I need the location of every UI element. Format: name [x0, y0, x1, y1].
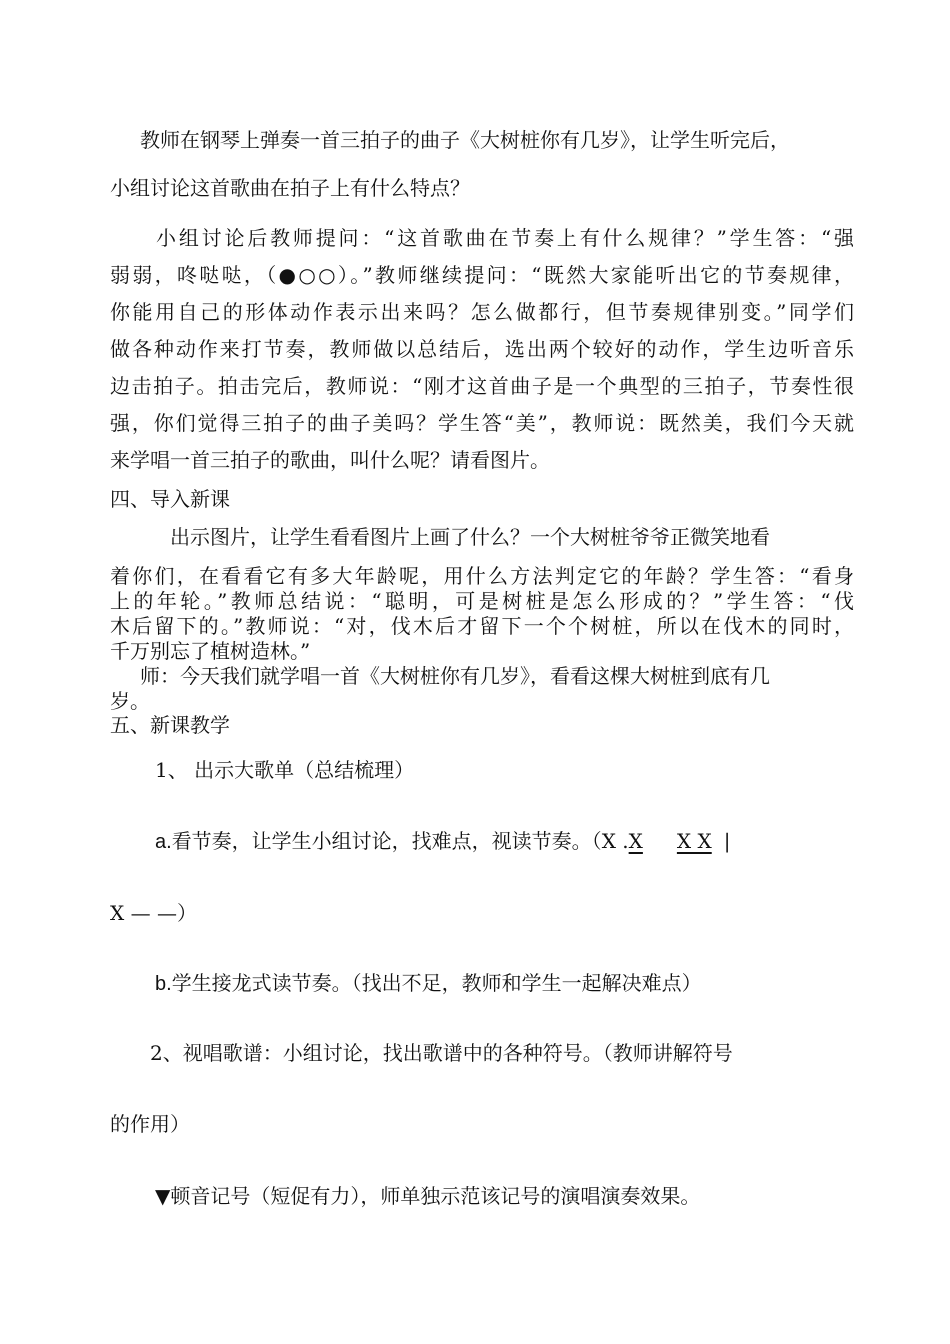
rhythm-note-underlined: X: [628, 829, 643, 853]
item-b-label: b.: [155, 973, 172, 995]
section-4-line: 师：今天我们就学唱一首《大树桩你有几岁》，看看这棵大树桩到底有几: [140, 664, 770, 688]
section-5-heading: 五、新课教学: [110, 713, 230, 737]
rhythm-continuation: X — —）: [110, 901, 197, 925]
rhythm-note: X .: [601, 829, 629, 853]
section-4-line: 木后留下的。”教师说：“对，伐木后才留下一个个树桩，所以在伐木的同时，: [110, 614, 854, 638]
rhythm-note-underlined: X X: [676, 829, 712, 853]
section-4-heading: 四、导入新课: [110, 487, 230, 511]
section-4-line: 着你们，在看看它有多大年龄呢，用什么方法判定它的年龄？学生答：“看身: [110, 564, 854, 588]
item-b-text: 学生接龙式读节奏。（找出不足，教师和学生一起解决难点）: [171, 971, 702, 995]
paragraph-2-line: 来学唱一首三拍子的歌曲，叫什么呢？请看图片。: [110, 448, 550, 472]
section-4-line: 上的年轮。”教师总结说：“聪明，可是树桩是怎么形成的？”学生答：“伐: [110, 589, 854, 613]
paragraph-1-line-2: 小组讨论这首歌曲在拍子上有什么特点？: [110, 176, 470, 200]
paragraph-2-line: 强，你们觉得三拍子的曲子美吗？学生答“美”，教师说：既然美，我们今天就: [110, 411, 854, 435]
section-4-line: 岁。: [110, 689, 150, 713]
item-a-label: a.: [155, 831, 172, 853]
paragraph-2-line: 你能用自己的形体动作表示出来吗？怎么做都行，但节奏规律别变。”同学们: [110, 300, 854, 324]
item-2-line-1: 2、视唱歌谱：小组讨论，找出歌谱中的各种符号。（教师讲解符号: [150, 1041, 733, 1065]
section-4-line: 千万别忘了植树造林。”: [110, 639, 311, 663]
section-4-line: 出示图片，让学生看看图片上画了什么？一个大树桩爷爷正微笑地看: [170, 525, 770, 549]
paragraph-2-line: 做各种动作来打节奏，教师做以总结后，选出两个较好的动作，学生边听音乐: [110, 337, 854, 361]
paragraph-2-line: 边击拍子。拍击完后，教师说：“刚才这首曲子是一个典型的三拍子，节奏性很: [110, 374, 854, 398]
item-a-text: 看节奏，让学生小组讨论，找难点，视读节奏。（: [171, 829, 602, 853]
item-b: [155, 970, 702, 997]
item-1: 1、 出示大歌单（总结梳理）: [155, 758, 415, 782]
paragraph-2-line: 小组讨论后教师提问：“这首歌曲在节奏上有什么规律？”学生答：“强: [156, 226, 854, 250]
item-a: [155, 828, 730, 855]
item-2-line-2: 的作用）: [110, 1112, 190, 1136]
bar-line: |: [723, 829, 731, 853]
staccato-note: ▼顿音记号（短促有力），师单独示范该记号的演唱演奏效果。: [155, 1184, 701, 1208]
paragraph-1-line-1: 教师在钢琴上弹奏一首三拍子的曲子《大树桩你有几岁》，让学生听完后，: [140, 128, 790, 152]
paragraph-2-line: 弱弱，咚哒哒，（●○○）。”教师继续提问：“既然大家能听出它的节奏规律，: [110, 263, 854, 287]
